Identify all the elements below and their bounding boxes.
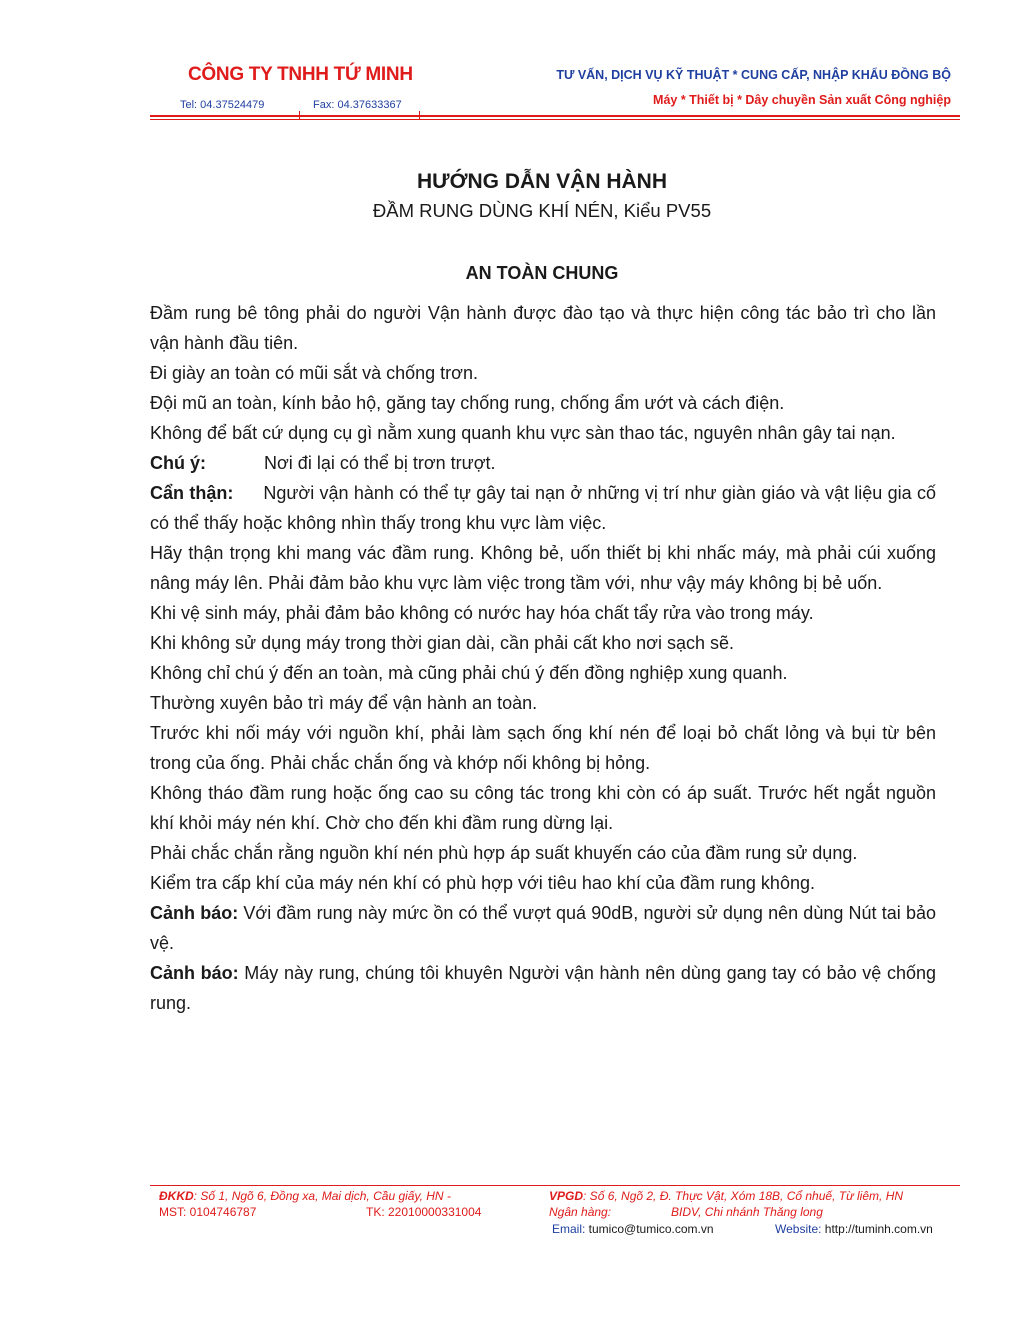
paragraph: Thường xuyên bảo trì máy để vận hành an toàn. xyxy=(150,693,538,713)
header-divider-tick xyxy=(419,111,420,120)
paragraph: Kiểm tra cấp khí của máy nén khí có phù hợp với tiêu hao khí của đầm rung không. xyxy=(150,873,815,893)
header-tagline-products: Máy * Thiết bị * Dây chuyền Sản xuất Công nghiệp xyxy=(653,93,951,107)
paragraph: Trước khi nối máy với nguồn khí, phải làm sạch ống khí nén để loại bỏ chất lỏng và bụi từ bên trong của ống. Phải chắc chắn ống và khớp nối không bị hỏng. xyxy=(150,723,936,773)
email-link[interactable]: tumico@tumico.com.vn xyxy=(585,1222,714,1236)
footer-email[interactable] xyxy=(552,1222,714,1236)
header-divider-tick xyxy=(299,111,300,120)
warning-paragraph xyxy=(150,898,936,958)
bank-label: Ngân hàng: xyxy=(549,1205,612,1219)
note-text: Nơi đi lại có thể bị trơn trượt. xyxy=(264,453,496,473)
footer-account xyxy=(366,1205,481,1219)
caution-label: Cẩn thận: xyxy=(150,483,234,503)
footer-bank xyxy=(671,1205,823,1219)
warning-label: Cảnh báo: xyxy=(150,903,239,923)
warning-label: Cảnh báo: xyxy=(150,963,239,983)
caution-paragraph xyxy=(150,478,936,538)
footer-divider xyxy=(150,1185,960,1186)
website-label: Website: xyxy=(775,1222,822,1236)
caution-text: Người vận hành có thể tự gây tai nạn ở những vị trí như giàn giáo và vật liệu gia cố có thể thấy hoặc không nhìn thấy trong khu vực làm việc. xyxy=(150,483,936,533)
header-divider-thick xyxy=(150,115,960,117)
tk-text: TK: 22010000331004 xyxy=(366,1205,482,1219)
company-fax: Fax: 04.37633367 xyxy=(313,99,402,111)
note-label: Chú ý: xyxy=(150,453,206,473)
footer-tax-code xyxy=(159,1205,256,1219)
dkkd-address: : Số 1, Ngõ 6, Đồng xa, Mai dịch, Cầu giấy, HN - xyxy=(193,1189,451,1203)
dkkd-label: ĐKKD xyxy=(159,1189,194,1203)
paragraph: Không tháo đầm rung hoặc ống cao su công tác trong khi còn có áp suất. Trước hết ngắt nguồn khí khỏi máy nén khí. Chờ cho đến khi đầm rung dừng lại. xyxy=(150,783,936,833)
header-tagline-services: TƯ VẤN, DỊCH VỤ KỸ THUẬT * CUNG CẤP, NHẬP KHẨU ĐỒNG BỘ xyxy=(556,68,951,82)
bank-name: BIDV, Chi nhánh Thăng long xyxy=(671,1205,823,1219)
website-link[interactable]: http://tuminh.com.vn xyxy=(821,1222,933,1236)
company-name: CÔNG TY TNHH TỨ MINH xyxy=(188,64,413,85)
document-subtitle: ĐẦM RUNG DÙNG KHÍ NÉN, Kiểu PV55 xyxy=(372,200,712,221)
paragraph: Khi không sử dụng máy trong thời gian dài, cần phải cất kho nơi sạch sẽ. xyxy=(150,633,734,653)
footer-office-address xyxy=(549,1189,903,1203)
footer-website[interactable] xyxy=(775,1222,933,1236)
note-paragraph xyxy=(150,448,936,478)
warning-text: Với đầm rung này mức ồn có thể vượt quá 90dB, người sử dụng nên dùng Nút tai bảo vệ. xyxy=(150,903,936,953)
warning-text: Máy này rung, chúng tôi khuyên Người vận hành nên dùng gang tay có bảo vệ chống rung. xyxy=(150,963,936,1013)
document-body xyxy=(150,298,936,1018)
paragraph: Đầm rung bê tông phải do người Vận hành được đào tạo và thực hiện công tác bảo trì cho lần vận hành đầu tiên. xyxy=(150,303,936,353)
paragraph: Không chỉ chú ý đến an toàn, mà cũng phải chú ý đến đồng nghiệp xung quanh. xyxy=(150,663,788,683)
document-title: HƯỚNG DẪN VẬN HÀNH xyxy=(416,170,667,193)
section-heading: AN TOÀN CHUNG xyxy=(465,263,619,283)
email-label: Email: xyxy=(552,1222,586,1236)
vpgd-label: VPGD xyxy=(549,1189,584,1203)
paragraph: Đi giày an toàn có mũi sắt và chống trơn. xyxy=(150,363,478,383)
paragraph: Hãy thận trọng khi mang vác đầm rung. Không bẻ, uốn thiết bị khi nhấc máy, mà phải cúi xuống nâng máy lên. Phải đảm bảo khu vực làm việc trong tầm với, như vậy máy không bị bẻ uốn. xyxy=(150,543,936,593)
footer-registered-address xyxy=(159,1189,451,1203)
warning-paragraph xyxy=(150,958,936,1018)
vpgd-address: : Số 6, Ngõ 2, Đ. Thực Vật, Xóm 18B, Cổ nhuế, Từ liêm, HN xyxy=(583,1189,904,1203)
paragraph: Khi vệ sinh máy, phải đảm bảo không có nước hay hóa chất tẩy rửa vào trong máy. xyxy=(150,603,814,623)
paragraph: Phải chắc chắn rằng nguồn khí nén phù hợp áp suất khuyến cáo của đầm rung sử dụng. xyxy=(150,843,858,863)
paragraph: Đội mũ an toàn, kính bảo hộ, găng tay chống rung, chống ẩm ướt và cách điện. xyxy=(150,393,785,413)
header-divider-thin xyxy=(150,119,960,120)
company-tel: Tel: 04.37524479 xyxy=(180,99,265,111)
paragraph: Không để bất cứ dụng cụ gì nằm xung quanh khu vực sàn thao tác, nguyên nhân gây tai nạn. xyxy=(150,423,896,443)
footer-bank-label xyxy=(549,1205,611,1219)
mst-text: MST: 0104746787 xyxy=(159,1205,257,1219)
